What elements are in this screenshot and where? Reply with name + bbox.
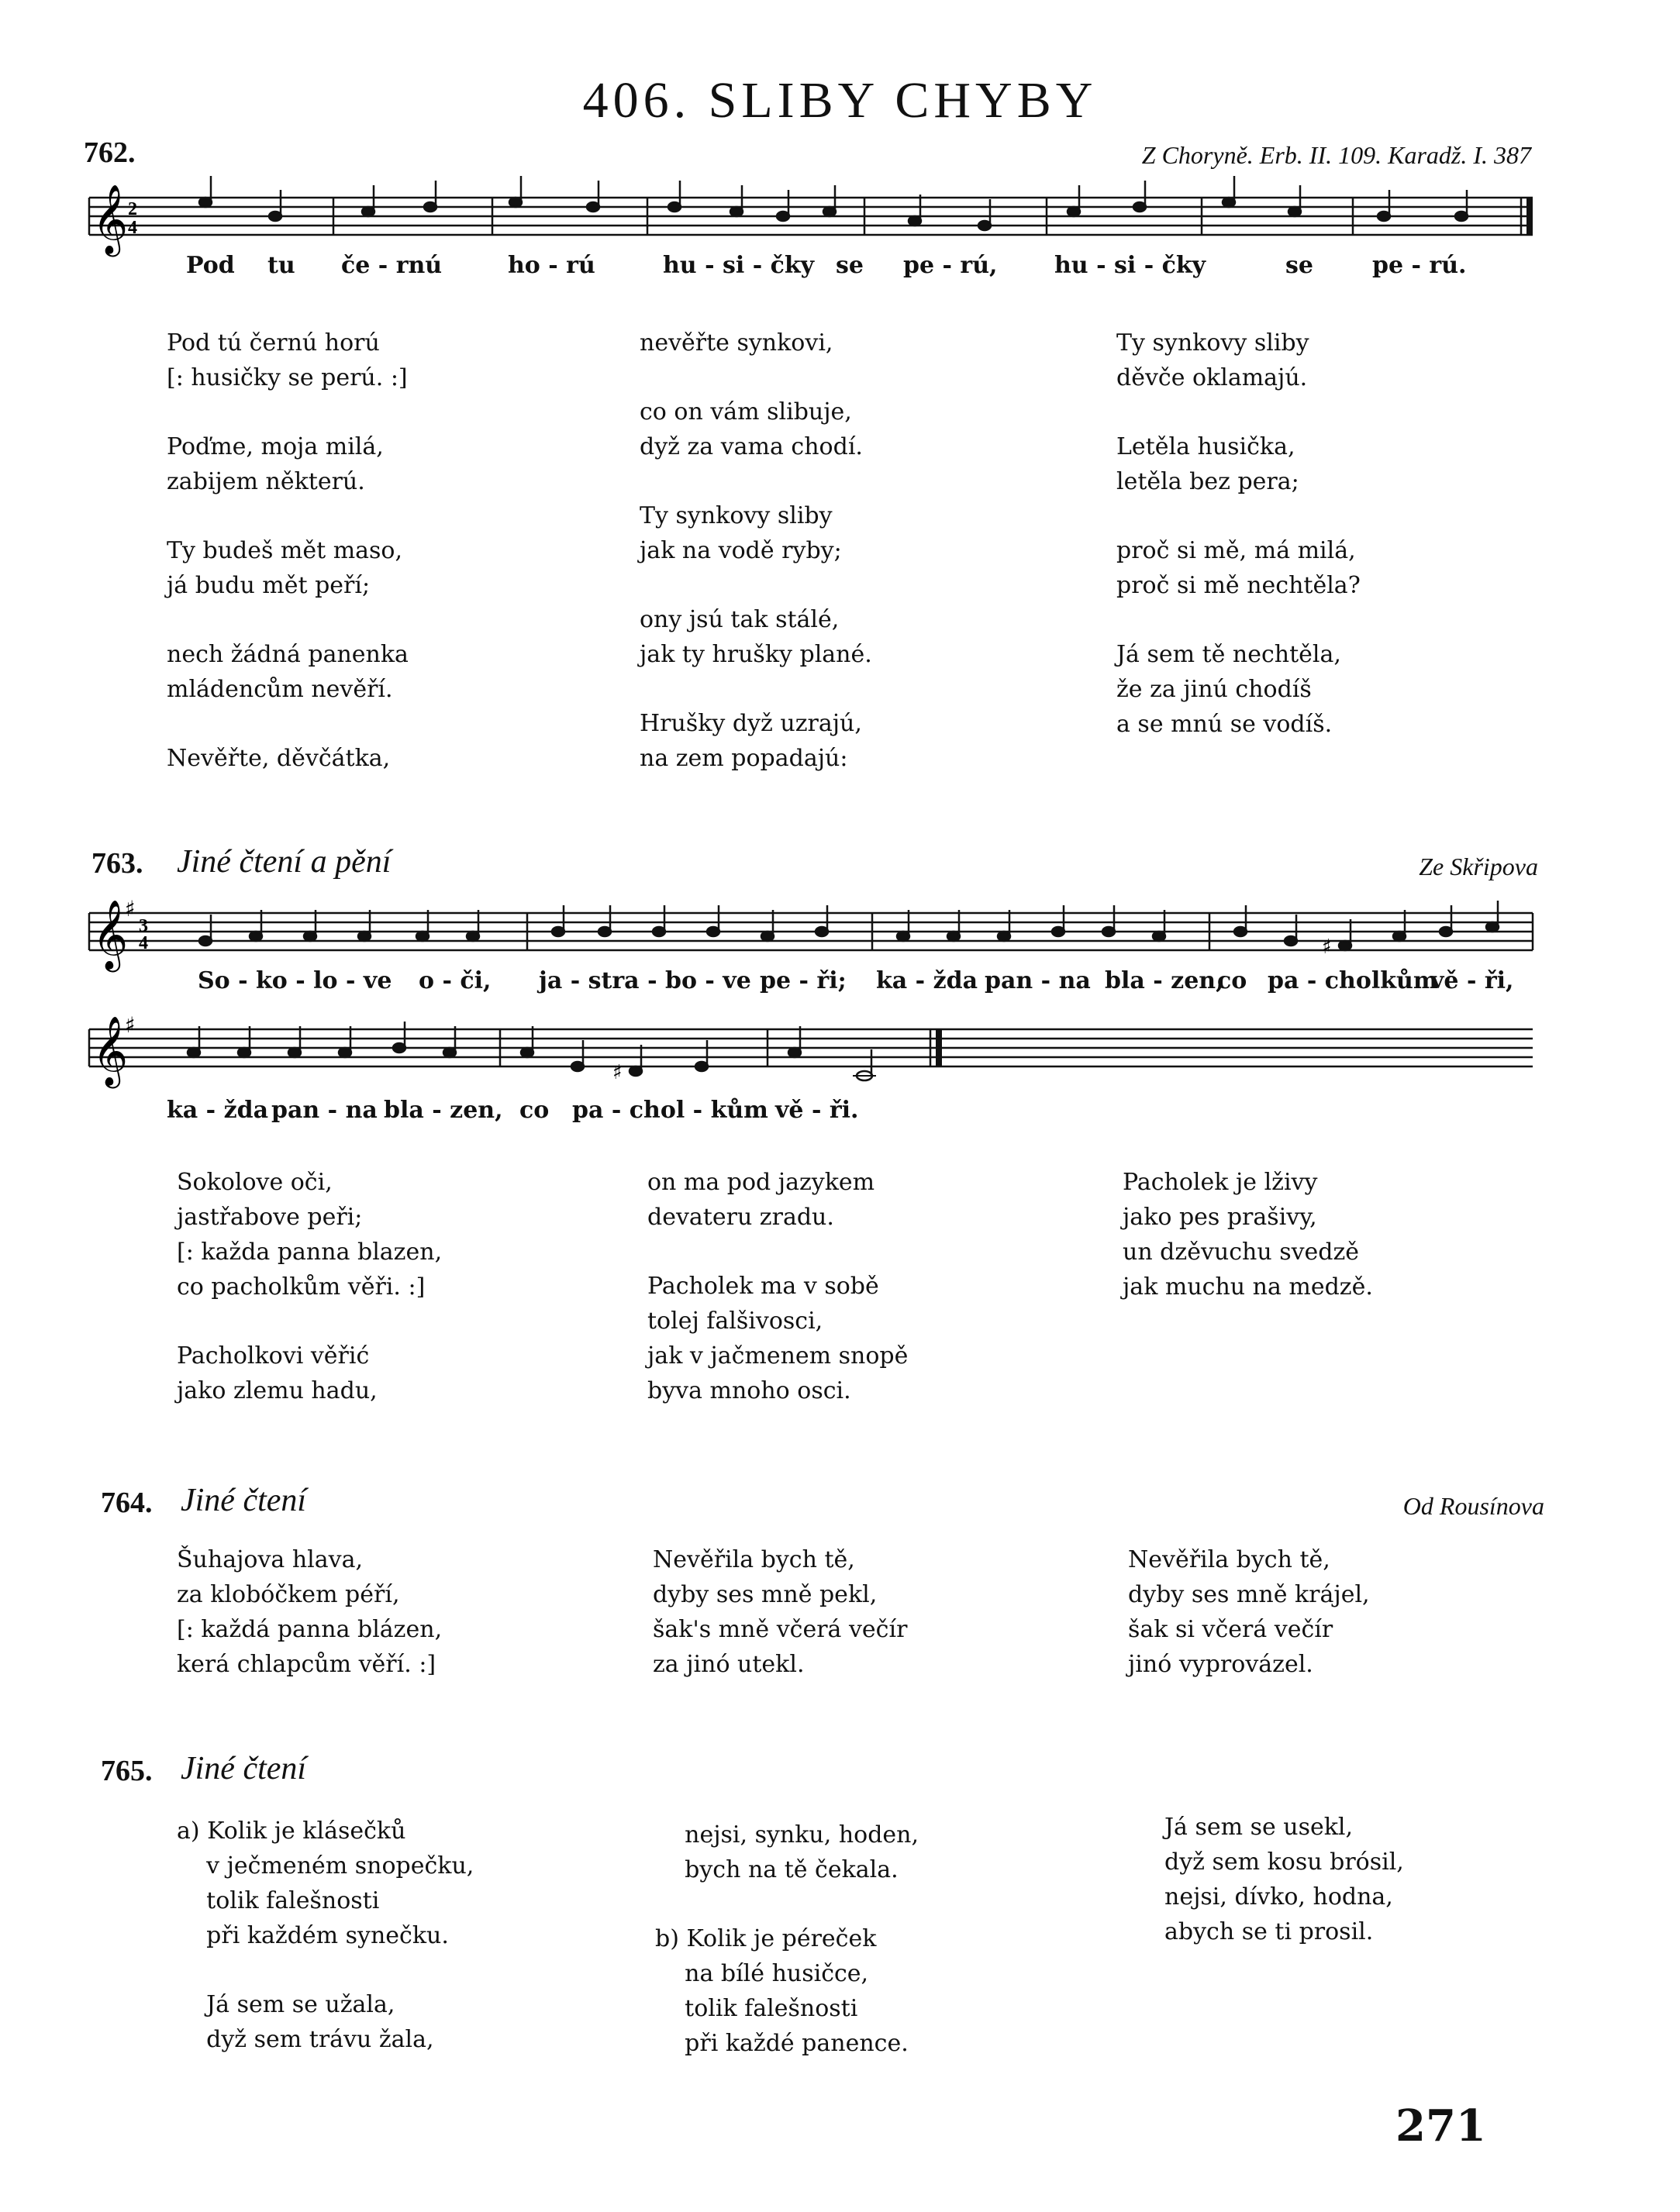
stanza: Já sem se usekl, dyž sem kosu brósil, nejsi, dívko, hodna, abych se ti prosil.	[1164, 1814, 1404, 1945]
melody-syllable: ka - žda	[876, 967, 978, 994]
song-number: 762.	[84, 136, 136, 169]
stanza: nejsi, synku, hoden, bych na tě čekala.	[685, 1821, 919, 1883]
stanza: Nevěřila bych tě, dyby ses mně krájel, šak si včerá večír jinó vyprovázel.	[1128, 1546, 1370, 1678]
page-title: 406. SLIBY CHYBY	[582, 72, 1098, 129]
svg-text:♯: ♯	[612, 1061, 623, 1084]
melody-syllable: se	[1285, 252, 1313, 279]
stanza-column	[653, 1542, 907, 1682]
stanza: a) Kolik je klásečků v ječmeném snopečku, tolik falešnosti při každém synečku.	[177, 1817, 474, 1949]
stanza-column	[655, 1817, 919, 2061]
melody-syllable: bla - zen,	[1105, 967, 1224, 994]
stanza: Šuhajova hlava, za klobóčkem péří, [: každá panna blázen, kerá chlapcům věří. :]	[177, 1546, 443, 1678]
melody-syllable: pan - na	[271, 1097, 378, 1124]
melody-syllable: pa - chol - kům	[572, 1097, 768, 1124]
melody-syllable: pe - ři;	[760, 967, 847, 994]
melody-syllable: če - rnú	[341, 252, 443, 279]
treble-clef-icon: 𝄞	[92, 184, 129, 254]
svg-text:♯: ♯	[125, 1012, 136, 1038]
song-number: 763.	[91, 847, 143, 880]
stanza-column	[1123, 1165, 1373, 1304]
stanza-column	[177, 1165, 442, 1408]
stanza: co on vám slibuje, dyž za vama chodí.	[640, 398, 863, 460]
melody-syllable: bla - zen,	[384, 1097, 503, 1124]
stanza-column	[640, 326, 872, 776]
stanza: Pod tú černú horú [: husičky se perú. :]	[167, 329, 408, 391]
melody-syllable: se	[836, 252, 864, 279]
song-source: Ze Skřipova	[1419, 853, 1538, 880]
stanza: Ty synkovy sliby děvče oklamajú.	[1116, 329, 1309, 391]
melody-syllable: hu - si - čky	[1054, 252, 1206, 279]
treble-clef-icon: 𝄞	[92, 1016, 129, 1086]
page-number: 271	[1395, 2100, 1486, 2152]
stanza: Ty budeš mět maso, já budu mět peří;	[167, 537, 403, 599]
melody-syllable: co	[1217, 967, 1247, 994]
stanza: nech žádná panenka mládencům nevěří.	[167, 641, 409, 703]
stanza-column	[1116, 326, 1361, 742]
stanza-column	[177, 1542, 442, 1682]
melody-syllable: ho - rú	[508, 252, 595, 279]
stanza-column	[167, 326, 409, 776]
melody-syllable: vě - ři.	[775, 1097, 859, 1124]
svg-text:4: 4	[139, 933, 148, 953]
melody-syllable: Pod	[186, 252, 235, 279]
svg-text:4: 4	[128, 218, 137, 238]
svg-text:♯: ♯	[125, 896, 136, 922]
song-source: Z Choryně. Erb. II. 109. Karadž. I. 387	[1141, 141, 1531, 169]
stanza: Pacholkovi věřić jako zlemu hadu,	[177, 1342, 378, 1404]
stanza: on ma pod jazykem devateru zradu.	[647, 1169, 875, 1231]
stanza: Poďme, moja milá, zabijem některú.	[167, 433, 384, 495]
song-number: 765.	[101, 1755, 153, 1787]
song-heading: Jiné čtení	[181, 1751, 307, 1786]
melody-syllable: So - ko - lo - ve	[198, 967, 392, 994]
treble-clef-icon: 𝄞	[92, 900, 129, 970]
stanza: Letěla husička, letěla bez pera;	[1116, 433, 1299, 495]
melody-syllable: ka - žda	[167, 1097, 269, 1124]
stanza: Pacholek ma v sobě tolej falšivosci, jak v jačmenem snopě byva mnoho osci.	[647, 1273, 909, 1404]
svg-text:♯: ♯	[1322, 935, 1332, 959]
melody-syllable: vě - ři,	[1430, 967, 1514, 994]
stanza: Pacholek je lživy jako pes prašivy, un dzěvuchu svedzě jak muchu na medzě.	[1123, 1169, 1373, 1301]
song-source: Od Rousínova	[1402, 1492, 1544, 1520]
stanza: Nevěřila bych tě, dyby ses mně pekl, šak's mně včerá večír za jinó utekl.	[653, 1546, 908, 1678]
stanza: Ty synkovy sliby jak na vodě ryby;	[640, 502, 842, 564]
stanza: Sokolove oči, jastřabove peři; [: každa panna blazen, co pacholkům věři. :]	[177, 1169, 443, 1301]
melody-syllable: co	[519, 1097, 550, 1124]
svg-text:3: 3	[139, 916, 148, 936]
stanza: Hrušky dyž uzrajú, na zem popadajú:	[640, 710, 862, 772]
melody-syllable: pa - cholkům	[1268, 967, 1438, 994]
stanza: nevěřte synkovi,	[640, 329, 833, 357]
stanza: b) Kolik je péreček na bílé husičce, tolik falešnosti při každé panence.	[655, 1925, 909, 2057]
stanza: ony jsú tak stálé, jak ty hrušky plané.	[640, 606, 872, 668]
stanza-column	[1164, 1810, 1404, 1949]
svg-text:2: 2	[128, 199, 137, 219]
song-heading: Jiné čtení a pění	[177, 844, 392, 880]
stanza-column	[647, 1165, 908, 1408]
song-number: 764.	[101, 1487, 153, 1519]
melody-syllable: tu	[267, 252, 295, 279]
stanza: Já sem se užala, dyž sem trávu žala,	[206, 1991, 434, 2053]
stanza-column	[177, 1814, 474, 2057]
stanza: Já sem tě nechtěla, že za jinú chodíš a se mnú se vodíš.	[1116, 641, 1341, 738]
melody-syllable: pan - na	[985, 967, 1091, 994]
melody-syllable: o - či,	[419, 967, 492, 994]
melody-syllable: pe - rú.	[1372, 252, 1467, 279]
music-staff	[81, 1008, 1539, 1108]
melody-syllable: pe - rú,	[903, 252, 998, 279]
melody-syllable: ja - stra - bo - ve	[539, 967, 751, 994]
song-heading: Jiné čtení	[181, 1483, 307, 1518]
stanza: proč si mě, má milá, proč si mě nechtěla?	[1116, 537, 1361, 599]
stanza: Nevěřte, děvčátka,	[167, 745, 391, 772]
melody-syllable: hu - si - čky	[663, 252, 815, 279]
stanza-column	[1128, 1542, 1370, 1682]
